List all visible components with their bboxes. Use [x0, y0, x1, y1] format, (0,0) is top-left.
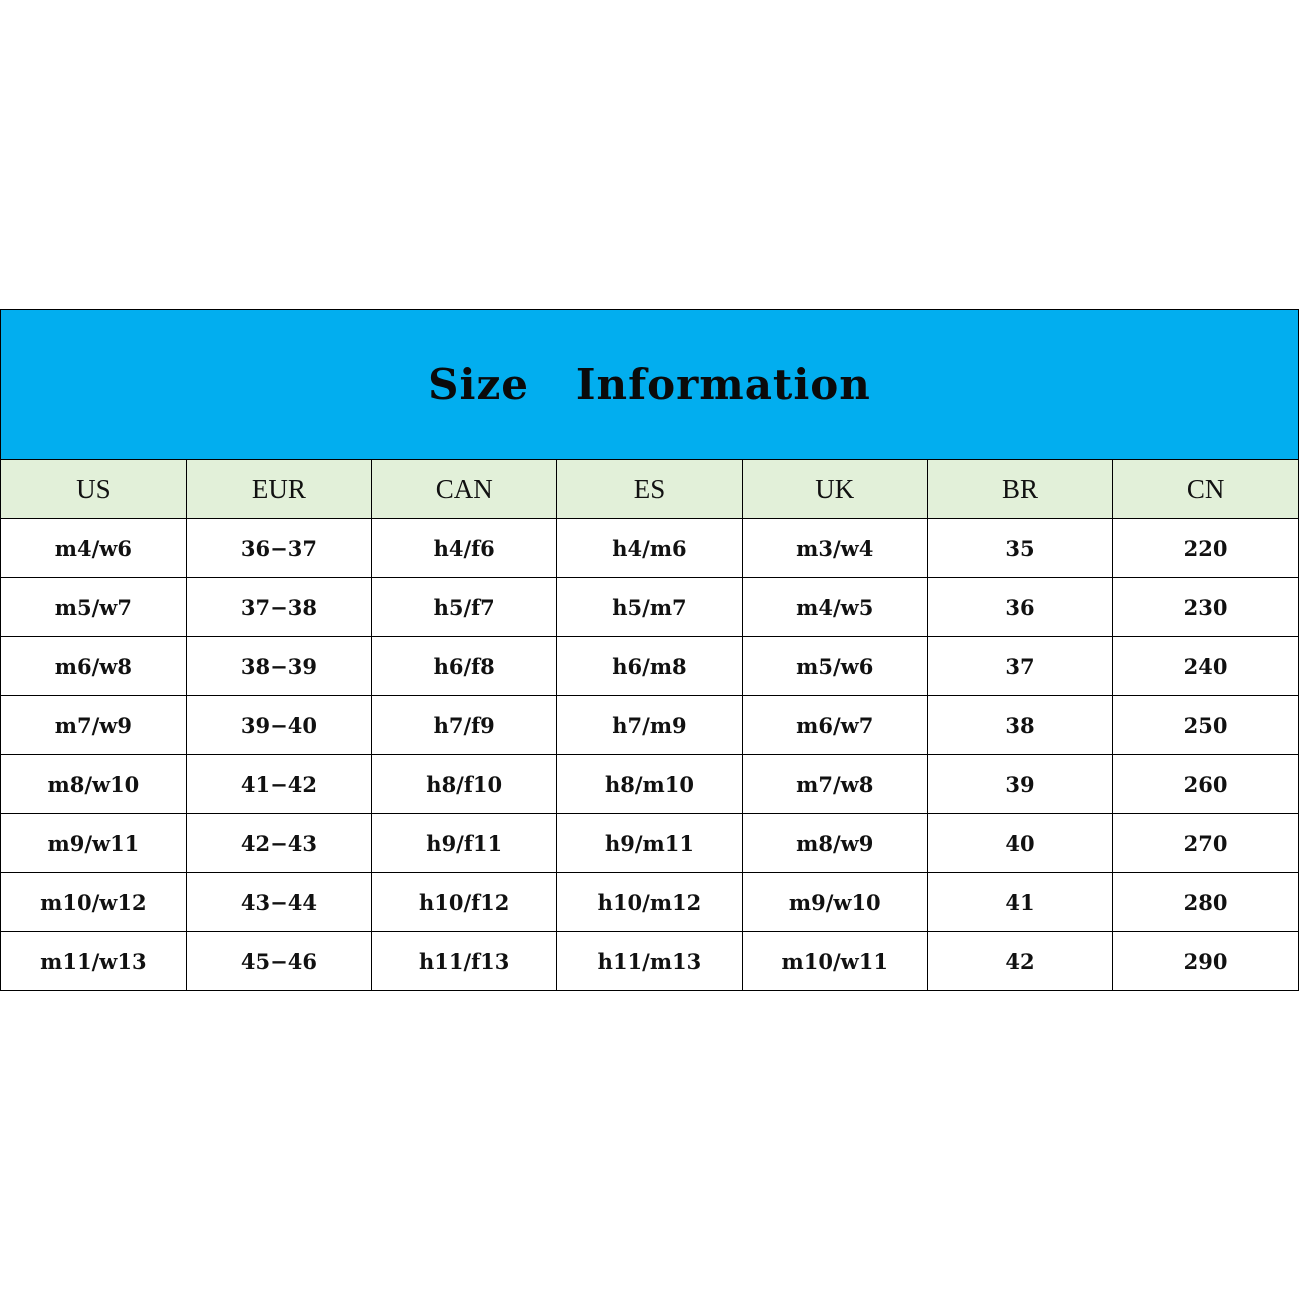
- cell-es: h9/m11: [557, 814, 742, 873]
- cell-cn: 250: [1113, 696, 1298, 755]
- cell-can: h4/f6: [372, 519, 557, 578]
- cell-eur: 45−46: [186, 932, 371, 991]
- cell-us: m6/w8: [1, 637, 186, 696]
- cell-br: 39: [927, 755, 1112, 814]
- header-row: [1, 460, 1298, 519]
- cell-uk: m6/w7: [742, 696, 927, 755]
- header-es: ES: [557, 460, 742, 519]
- cell-cn: 240: [1113, 637, 1298, 696]
- cell-es: h7/m9: [557, 696, 742, 755]
- table-row: [1, 578, 1298, 637]
- cell-eur: 41−42: [186, 755, 371, 814]
- header-br: BR: [927, 460, 1112, 519]
- table-row: [1, 637, 1298, 696]
- cell-eur: 42−43: [186, 814, 371, 873]
- cell-cn: 270: [1113, 814, 1298, 873]
- table-row: [1, 519, 1298, 578]
- cell-eur: 39−40: [186, 696, 371, 755]
- cell-cn: 220: [1113, 519, 1298, 578]
- cell-us: m4/w6: [1, 519, 186, 578]
- header-uk: UK: [742, 460, 927, 519]
- cell-cn: 230: [1113, 578, 1298, 637]
- title-bar: [1, 310, 1298, 460]
- cell-es: h11/m13: [557, 932, 742, 991]
- cell-uk: m9/w10: [742, 873, 927, 932]
- cell-br: 41: [927, 873, 1112, 932]
- cell-can: h8/f10: [372, 755, 557, 814]
- cell-es: h5/m7: [557, 578, 742, 637]
- cell-es: h10/m12: [557, 873, 742, 932]
- cell-es: h4/m6: [557, 519, 742, 578]
- cell-can: h11/f13: [372, 932, 557, 991]
- table-row: [1, 873, 1298, 932]
- cell-br: 35: [927, 519, 1112, 578]
- table-row: [1, 932, 1298, 991]
- cell-uk: m8/w9: [742, 814, 927, 873]
- cell-uk: m5/w6: [742, 637, 927, 696]
- cell-br: 38: [927, 696, 1112, 755]
- cell-cn: 280: [1113, 873, 1298, 932]
- cell-uk: m3/w4: [742, 519, 927, 578]
- cell-eur: 37−38: [186, 578, 371, 637]
- cell-us: m7/w9: [1, 696, 186, 755]
- cell-can: h5/f7: [372, 578, 557, 637]
- chart-title: Size Information: [428, 360, 871, 409]
- cell-us: m5/w7: [1, 578, 186, 637]
- cell-can: h6/f8: [372, 637, 557, 696]
- cell-us: m9/w11: [1, 814, 186, 873]
- cell-can: h7/f9: [372, 696, 557, 755]
- cell-eur: 43−44: [186, 873, 371, 932]
- header-us: US: [1, 460, 186, 519]
- cell-br: 36: [927, 578, 1112, 637]
- cell-uk: m10/w11: [742, 932, 927, 991]
- table-row: [1, 696, 1298, 755]
- cell-eur: 38−39: [186, 637, 371, 696]
- table-row: [1, 755, 1298, 814]
- header-cn: CN: [1113, 460, 1298, 519]
- cell-br: 42: [927, 932, 1112, 991]
- cell-us: m8/w10: [1, 755, 186, 814]
- cell-can: h9/f11: [372, 814, 557, 873]
- cell-es: h8/m10: [557, 755, 742, 814]
- size-table: [1, 460, 1298, 990]
- cell-uk: m4/w5: [742, 578, 927, 637]
- cell-br: 40: [927, 814, 1112, 873]
- header-eur: EUR: [186, 460, 371, 519]
- table-row: [1, 814, 1298, 873]
- cell-eur: 36−37: [186, 519, 371, 578]
- cell-br: 37: [927, 637, 1112, 696]
- cell-can: h10/f12: [372, 873, 557, 932]
- cell-us: m11/w13: [1, 932, 186, 991]
- cell-es: h6/m8: [557, 637, 742, 696]
- cell-cn: 290: [1113, 932, 1298, 991]
- header-can: CAN: [372, 460, 557, 519]
- cell-us: m10/w12: [1, 873, 186, 932]
- cell-uk: m7/w8: [742, 755, 927, 814]
- size-chart: [0, 309, 1299, 991]
- cell-cn: 260: [1113, 755, 1298, 814]
